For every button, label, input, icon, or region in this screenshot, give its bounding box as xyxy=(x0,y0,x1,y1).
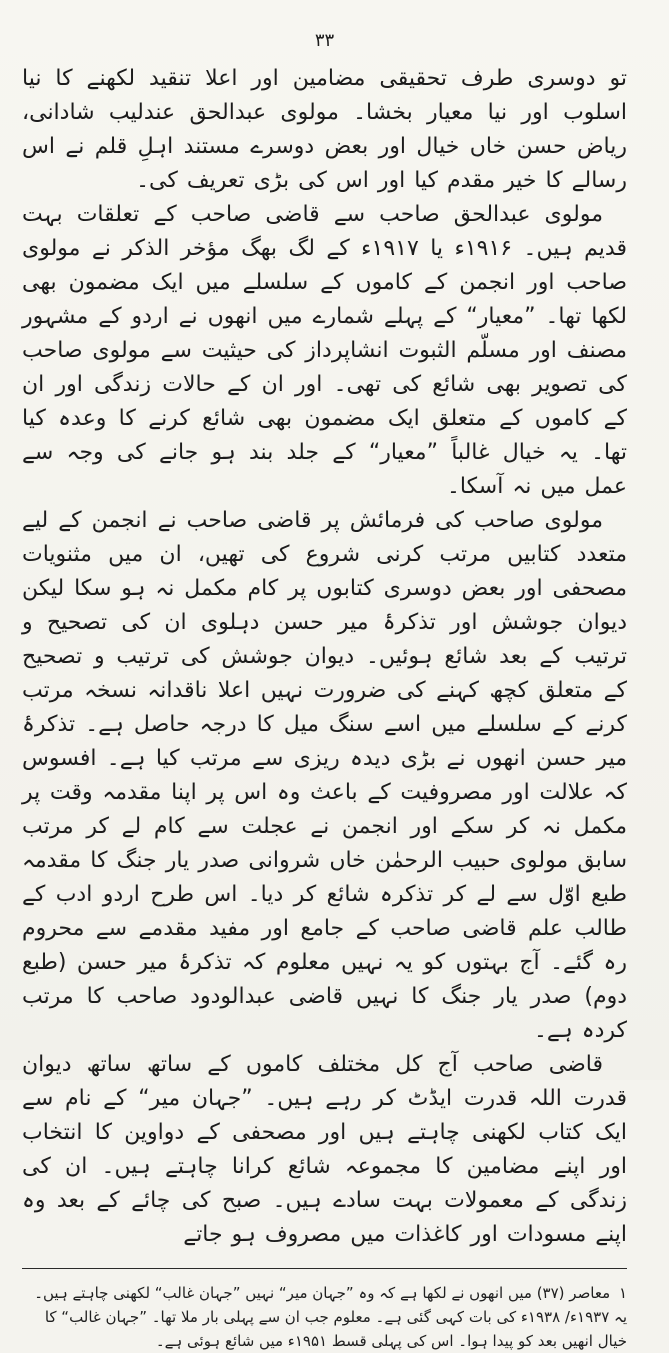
paragraph-1: تو دوسری طرف تحقیقی مضامین اور اعلا تنقید لکھنے کا نیا اسلوب اور نیا معیار بخشا۔ مولوی عبدالحق عندلیب شادانی، ریاض حسن خاں خیال اور بعض دوسرے مستند اہلِ قلم نے اس رسالے کا خیر مقدم کیا اور اس کی بڑی تعریف کی۔ xyxy=(22,66,627,193)
page-body xyxy=(22,62,627,1252)
paragraph-4: قاضی صاحب آج کل مختلف کاموں کے ساتھ ساتھ دیوان قدرت اللہ قدرت ایڈٹ کر رہے ہیں۔ ”جہان میر“ کے نام سے ایک کتاب لکھنی چاہتے ہیں اور مصحفی کے دواوین کا انتخاب اور اپنے مضامین کا مجموعہ شائع کرانا چاہتے ہیں۔ ان کی زندگی کے معمولات بہت سادے ہیں۔ صبح کی چائے کے بعد وہ اپنے مسودات اور کاغذات میں مصروف ہو جاتے xyxy=(22,1052,627,1247)
footnote-text: معاصر (۳۷) میں انھوں نے لکھا ہے کہ وہ ”جہان میر“ نہیں ”جہان غالب“ لکھنی چاہتے ہیں۔ یہ ۱۹۳۷ء/ ۱۹۳۸ء کی بات کہی گئی ہے۔ معلوم جب ان سے پہلی بار ملا تھا۔ ”جہان غالب“ کا خیال انھیں بعد کو پیدا ہوا۔ اس کی پہلی قسط ۱۹۵۱ء میں شائع ہوئی ہے۔ xyxy=(34,1284,627,1350)
footnote xyxy=(22,1281,627,1353)
footnote-marker: ۱ xyxy=(618,1284,627,1302)
paragraph-3: مولوی صاحب کی فرمائش پر قاضی صاحب نے انجمن کے لیے متعدد کتابیں مرتب کرنی شروع کی تھیں، ان میں مثنویات مصحفی اور بعض دوسری کتابوں پر کام مکمل نہ ہو سکا لیکن دیوان جوشش اور تذکرۂ میر حسن دہلوی ان کی تصحیح و ترتیب کے بعد شائع ہوئیں۔ دیوان جوشش کی ترتیب و تصحیح کے متعلق کچھ کہنے کی ضرورت نہیں اعلا ناقدانہ نسخہ مرتب کرنے کے سلسلے میں اسے سنگ میل کا درجہ حاصل ہے۔ تذکرۂ میر حسن انھوں نے بڑی دیدہ ریزی سے مرتب کیا ہے۔ افسوس کہ علالت اور مصروفیت کے باعث وہ اس پر اپنا مقدمہ وقت پر مکمل نہ کر سکے اور انجمن نے عجلت سے کام لے کر مرتب سابق مولوی حبیب الرحمٰن خاں شروانی صدر یار جنگ کا مقدمہ طبع اوّل سے لے کر تذکرہ شائع کر دیا۔ اس طرح اردو ادب کے طالب علم قاضی صاحب کے جامع اور مفید مقدمے سے محروم رہ گئے۔ آج بہتوں کو یہ نہیں معلوم کہ تذکرۂ میر حسن (طبع دوم) صدر یار جنگ کا نہیں قاضی عبدالودود صاحب کا مرتب کردہ ہے۔ xyxy=(22,508,627,1043)
paragraph-2: مولوی عبدالحق صاحب سے قاضی صاحب کے تعلقات بہت قدیم ہیں۔ ۱۹۱۶ء یا ۱۹۱۷ء کے لگ بھگ مؤخر الذکر نے مولوی صاحب اور انجمن کے کاموں کے سلسلے میں ایک مضمون بھی لکھا تھا۔ ”معیار“ کے پہلے شمارے میں انھوں نے اردو کے مشہور مصنف اور مسلّم الثبوت انشاپرداز کی حیثیت سے مولوی صاحب کی تصویر بھی شائع کی تھی۔ اور ان کے حالات زندگی اور ان کے کاموں کے متعلق ایک مضمون بھی شائع کرنے کا وعدہ کیا تھا۔ یہ خیال غالباً ”معیار“ کے جلد بند ہو جانے کی وجہ سے عمل میں نہ آسکا۔ xyxy=(22,202,627,499)
page-number: ۳۳ xyxy=(314,30,335,51)
footnote-divider xyxy=(22,1268,627,1269)
